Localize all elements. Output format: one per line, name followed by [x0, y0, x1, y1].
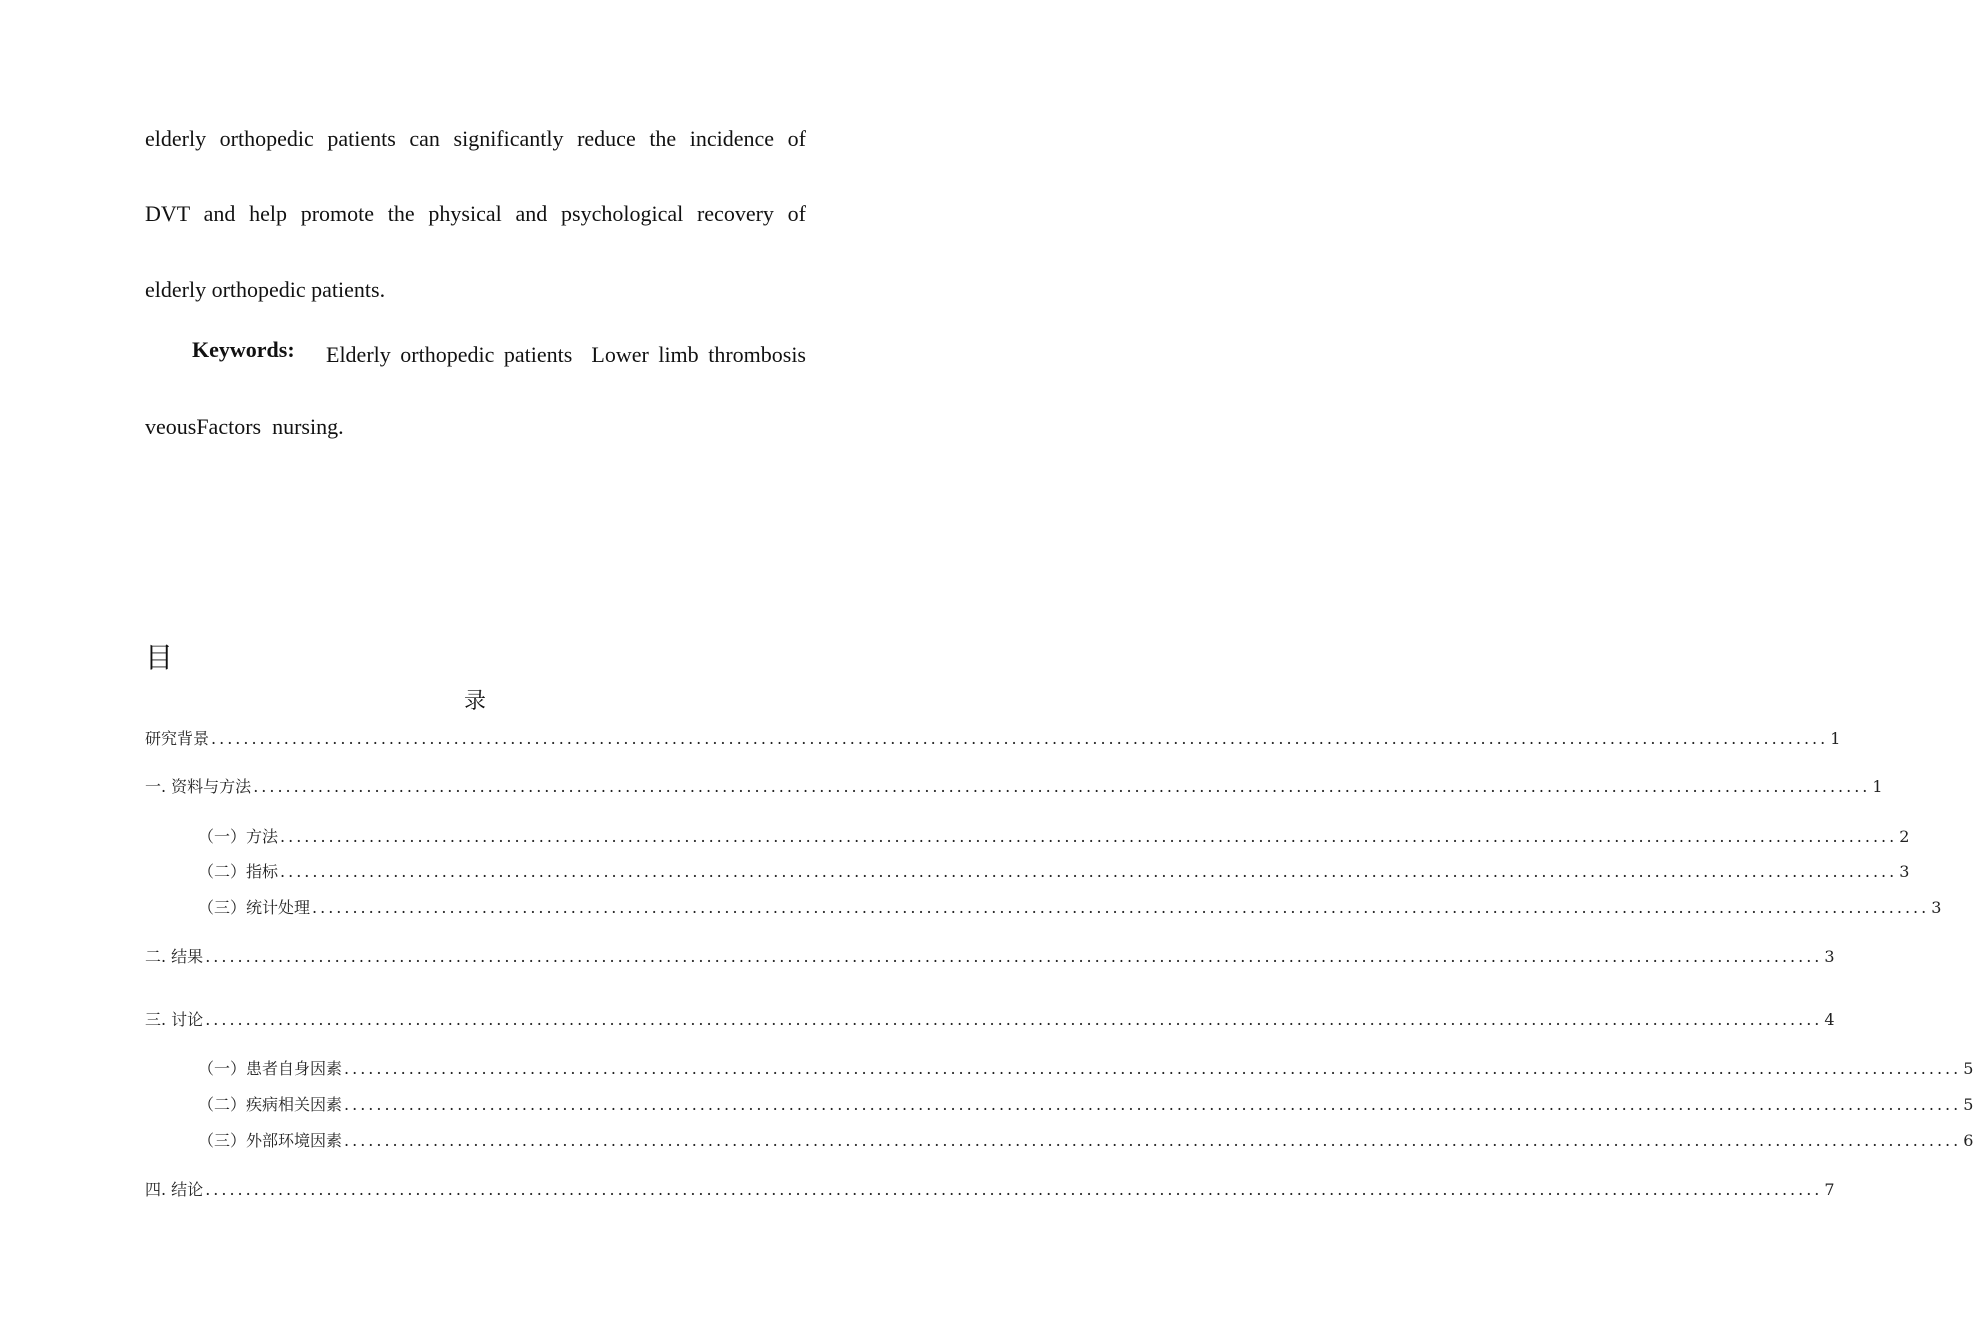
- toc-entry-page: 1: [1830, 729, 1841, 748]
- keywords-line-1: Elderly orthopedic patients Lower limb thrombosis: [326, 342, 806, 367]
- toc-leader-dots: ........................................................................................................................................................................................................: [205, 1180, 1823, 1199]
- toc-entry[interactable]: [198, 859, 1910, 881]
- toc-entry-page: 3: [1931, 898, 1942, 917]
- toc-entry[interactable]: [198, 824, 1910, 846]
- toc-entry[interactable]: [145, 1007, 1835, 1029]
- toc-entry[interactable]: [145, 726, 1841, 748]
- abstract-line-1: elderly orthopedic patients can significantly reduce the incidence of: [145, 126, 806, 151]
- keywords-label: Keywords:: [192, 337, 295, 362]
- toc-entry-page: 5: [1963, 1059, 1973, 1078]
- toc-leader-dots: ........................................................................................................................................................................................................: [344, 1095, 1962, 1114]
- toc-entry-label: 研究背景: [145, 729, 210, 748]
- toc-leader-dots: ........................................................................................................................................................................................................: [280, 862, 1898, 881]
- toc-entry-page: 3: [1899, 862, 1910, 881]
- toc-leader-dots: ........................................................................................................................................................................................................: [280, 827, 1898, 846]
- toc-entry-label: 一. 资料与方法: [145, 777, 252, 796]
- abstract-line-3: elderly orthopedic patients.: [145, 277, 386, 302]
- toc-leader-dots: ........................................................................................................................................................................................................: [344, 1059, 1962, 1078]
- toc-heading-part2: 录: [464, 689, 487, 714]
- toc-entry-label: （二）指标: [198, 862, 279, 881]
- toc-entry-page: 4: [1824, 1010, 1835, 1029]
- toc-entry-label: （三）统计处理: [198, 898, 311, 917]
- abstract-line-2: DVT and help promote the physical and psychological recovery of: [145, 201, 806, 226]
- toc-entry[interactable]: [198, 895, 1942, 917]
- toc-entry-label: 二. 结果: [145, 947, 204, 966]
- toc-entry-label: （三）外部环境因素: [198, 1131, 343, 1150]
- toc-leader-dots: ........................................................................................................................................................................................................: [205, 947, 1823, 966]
- toc-leader-dots: ........................................................................................................................................................................................................: [312, 898, 1930, 917]
- toc-entry-page: 1: [1872, 777, 1883, 796]
- toc-entry-label: 三. 讨论: [145, 1010, 204, 1029]
- keywords-line-2: veousFactors nursing.: [145, 414, 344, 439]
- toc-entry[interactable]: [198, 1056, 1973, 1078]
- toc-entry-label: （二）疾病相关因素: [198, 1095, 343, 1114]
- toc-heading-part1: 目: [145, 641, 174, 674]
- toc-entry-label: （一）方法: [198, 827, 279, 846]
- toc-entry-page: 6: [1963, 1131, 1973, 1150]
- toc-leader-dots: ........................................................................................................................................................................................................: [253, 777, 1871, 796]
- toc-entry[interactable]: [145, 944, 1835, 966]
- toc-entry[interactable]: [198, 1092, 1973, 1114]
- toc-entry-page: 7: [1824, 1180, 1835, 1199]
- toc-entry[interactable]: [145, 774, 1883, 796]
- toc-entry[interactable]: [198, 1128, 1973, 1150]
- toc-leader-dots: ........................................................................................................................................................................................................: [205, 1010, 1823, 1029]
- toc-leader-dots: ........................................................................................................................................................................................................: [211, 729, 1829, 748]
- toc-leader-dots: ........................................................................................................................................................................................................: [344, 1131, 1962, 1150]
- toc-entry-page: 3: [1824, 947, 1835, 966]
- toc-entry-page: 5: [1963, 1095, 1973, 1114]
- toc-entry-label: （一）患者自身因素: [198, 1059, 343, 1078]
- toc-entry[interactable]: [145, 1177, 1835, 1199]
- toc-entry-label: 四. 结论: [145, 1180, 204, 1199]
- toc-entry-page: 2: [1899, 827, 1910, 846]
